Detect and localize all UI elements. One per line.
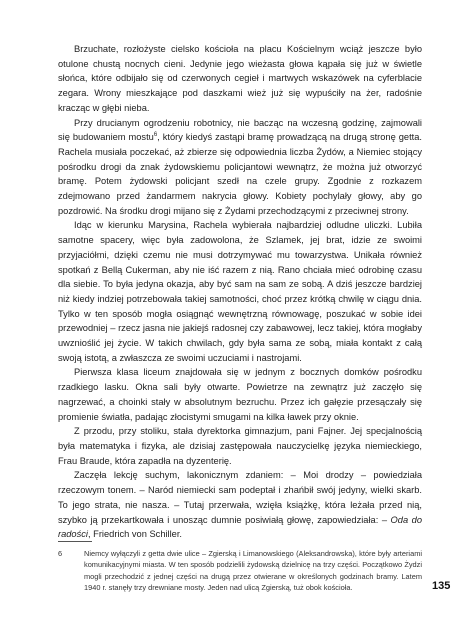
footnote-divider (58, 541, 92, 542)
footnote (58, 548, 422, 593)
paragraph-1: Brzuchate, rozłożyste cielsko kościoła na placu Kościelnym wciąż jeszcze było otulone chustą nocnych cieni. Jedynie jego wieżasta głowa kąpała się już w świetle słońca, które odbijało się od czerwonych cegieł i martwych wskazówek na cyferblacie zegara. Wrony mieszkające pod daszkami wież już się wypuściły na żer, radośnie kracząc w głębi nieba. (58, 44, 422, 113)
footnote-text: Niemcy wyłączyli z getta dwie ulice – Zgierską i Limanowskiego (Aleksandrowska), które były arteriami komunikacyjnymi miasta. W ten sposób podzielili żydowską dzielnicę na trzy części. Początkowo Żydzi mogli przechodzić z jednej części na drugą przez otwierane w określonych godzinach bramy. Latem 1940 r. stanęły trzy drewniane mosty. Jeden nad ulicą Zgierską, tuż obok kościoła. (84, 549, 422, 592)
paragraph-2-part-1: Przy drucianym ogrodzeniu robotnicy, nie bacząc na wczesną godzinę, zajmowali się budowaniem mostu (58, 117, 422, 143)
page-number: 135 (432, 580, 451, 592)
poem-title: Oda do radości (58, 514, 422, 540)
paragraph-6-part-1: Zaczęła lekcję suchym, lakonicznym zdaniem: – Moi drodzy – powiedziała rzeczowym tonem. – Naród niemiecki sam podeptał i zhańbił swój jedyny, wielki skarb. To jego strata, nie nasza. – Tutaj przerwała, wzięła książkę, która leżała przed nią, szybko ją przekartkowała i unosząc dumnie posiwiałą głowę, zapowiedziała: – (58, 470, 422, 525)
footnote-reference: 6 (153, 132, 158, 139)
footnote-marker: 6 (58, 549, 63, 558)
paragraph-6-part-2: , Friedrich von Schiller. (87, 529, 183, 540)
paragraph-4: Pierwsza klasa liceum znajdowała się w jednym z bocznych domków pośrodku rzadkiego lasku. Okna sali były otwarte. Powietrze na zewnątrz już zaczęło się nagrzewać, a choinki stały w absolutnym bezruchu. Przez ich gałęzie przesączały się promienie światła, padając złocistymi smugami na kilka ławek przy oknie. (58, 367, 422, 422)
paragraph-2 (58, 116, 422, 219)
paragraph-3: Idąc w kierunku Marysina, Rachela wybierała najbardziej odludne uliczki. Lubiła samotne spacery, więc była zadowolona, że Szlamek, jej brat, idzie ze swoimi przyjaciółmi, dzięki czemu nie musi dotrzymywać mu towarzystwa. Unikała również spotkań z Bellą Cukerman, aby nie iść razem z nią. Rano chciała mieć odrobinę czasu dla siebie. To była jedyna okazja, aby być sam na sam ze sobą. A dziś jeszcze bardziej niż kiedy indziej potrzebowała takiej samotności, choć przez krótką chwilę w ciągu dnia. Tylko w ten sposób mogła osiągnąć wewnętrzną równowagę, poszukać w sobie idei przewodniej – rzecz jasna nie jakiejś radosnej czy zabawowej, lecz takiej, która mogłaby uwznioślić jej życie. W takich chwilach, gdy była sama ze sobą, miała kontakt z całą swoją istotą, a zwłaszcza ze swoimi uczuciami i nastrojami. (58, 220, 422, 363)
paragraph-6 (58, 468, 422, 542)
paragraph-5: Z przodu, przy stoliku, stała dyrektorka gimnazjum, pani Fajner. Jej specjalnością była matematyka i fizyka, ale dzisiaj zastępowała nauczycielkę języka niemieckiego, Frau Braude, która zapadła na dyzenterię. (58, 426, 422, 466)
paragraph-2-part-2: , który kiedyś zastąpi bramę prowadzącą na drugą stronę getta. Rachela musiała poczekać, aż zbierze się odpowiednia liczba Żydów, a Niemiec stojący pośrodku drogi da znak żydowskiemu policjantowi wewnątrz, że można już otworzyć bramę. Potem żydowski policjant szedł na czele grupy. Zgodnie z rozkazem zdejmowano przed żandarmem nakrycia głowy. Kobiety pochylały głowy, aby go pozdrowić. Na środku drogi mijano się z Żydami przechodzącymi z przeciwnej strony. (58, 132, 422, 216)
main-text (58, 42, 422, 542)
